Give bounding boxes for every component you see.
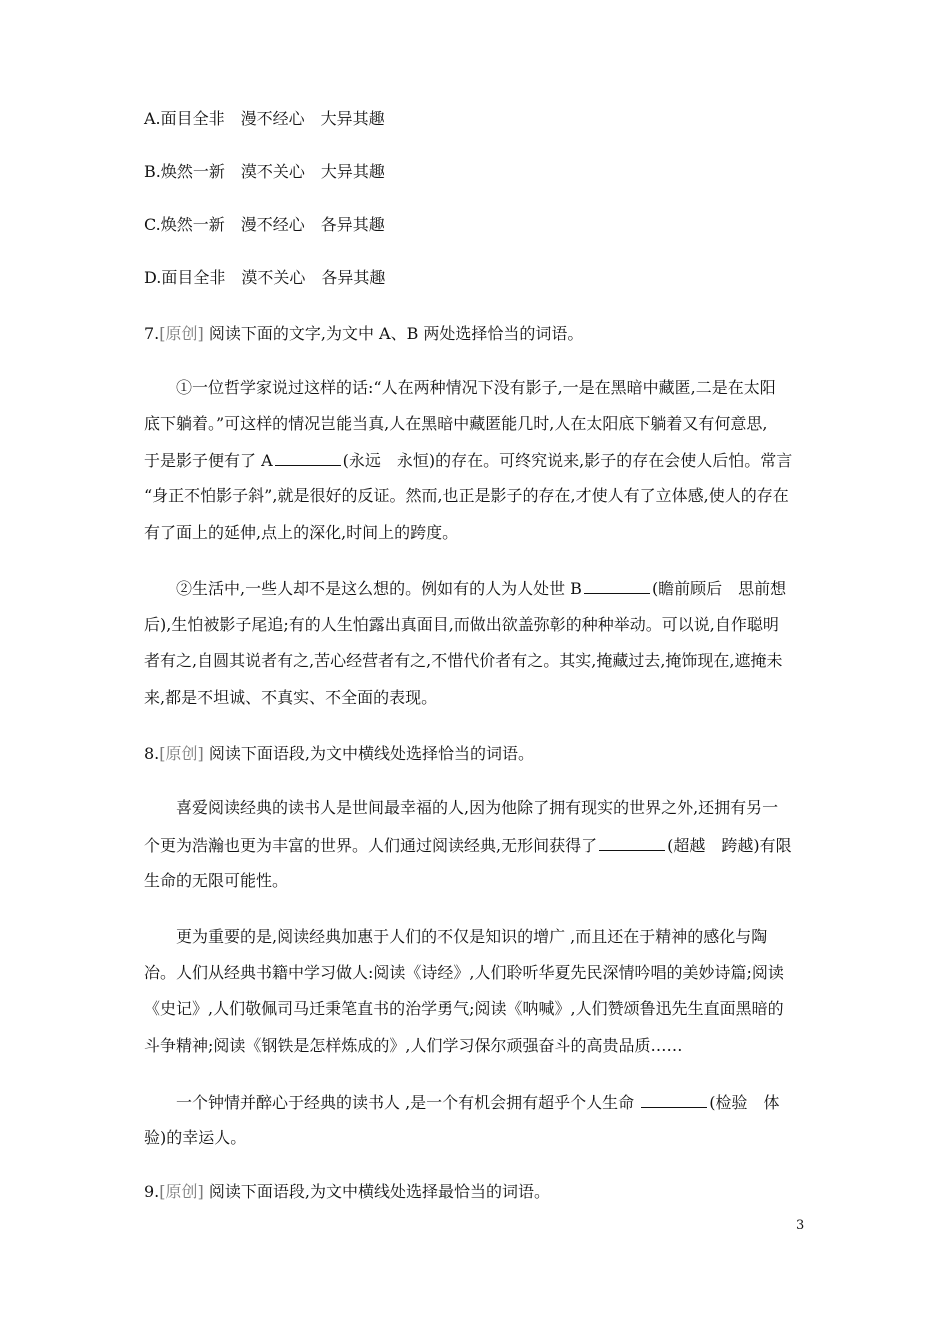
- question-7-heading: [144, 324, 950, 344]
- paragraph-line: 《史记》,人们敬佩司马迁秉笔直书的治学勇气;阅读《呐喊》,人们赞颂鲁迅先生直面黑暗的: [144, 999, 784, 1018]
- option-word: 大异其趣: [320, 109, 385, 128]
- paragraph-line: 后),生怕被影子尾追;有的人生怕露出真面目,而做出欲盖弥彰的种种举动。可以说,自作聪明: [144, 615, 779, 634]
- question-prompt: 阅读下面的文字,为文中 A、B 两处选择恰当的词语。: [203, 324, 584, 343]
- fill-blank: [599, 835, 665, 851]
- option-letter: C.: [144, 215, 161, 234]
- text-segment: 一个钟情并醉心于经典的读书人 ,是一个有机会拥有超乎个人生命: [176, 1093, 640, 1112]
- text-segment: ②生活中,一些人却不是这么想的。例如有的人为人处世 B: [176, 579, 582, 598]
- option-word: 漠不关心: [240, 162, 305, 181]
- option-letter: A.: [144, 109, 161, 128]
- option-word: 漫不经心: [240, 109, 305, 128]
- text-segment: 个更为浩瀚也更为丰富的世界。人们通过阅读经典,无形间获得了: [144, 836, 598, 855]
- source-tag: [原创]: [159, 744, 204, 763]
- fill-blank: [641, 1092, 707, 1108]
- paragraph-line: 更为重要的是,阅读经典加惠于人们的不仅是知识的增广 ,而且还在于精神的感化与陶: [176, 927, 768, 946]
- option-d: [144, 268, 950, 288]
- option-word: 面目全非: [160, 109, 225, 128]
- paragraph-line: 有了面上的延伸,点上的深化,时间上的跨度。: [144, 523, 459, 542]
- paragraph-line: 冶。人们从经典书籍中学习做人:阅读《诗经》,人们聆听华夏先民深情吟唱的美妙诗篇;阅读: [144, 963, 784, 982]
- paragraph-line: 来,都是不坦诚、不真实、不全面的表现。: [144, 688, 438, 707]
- paragraph-line: 斗争精神;阅读《钢铁是怎样炼成的》,人们学习保尔顽强奋斗的高贵品质……: [144, 1036, 683, 1055]
- paragraph-line: [176, 1092, 950, 1113]
- option-c: [144, 215, 950, 235]
- source-tag: [原创]: [159, 1182, 204, 1201]
- paragraph-line: 验)的幸运人。: [144, 1128, 247, 1147]
- paragraph-line: ①一位哲学家说过这样的话:“人在两种情况下没有影子,一是在黑暗中藏匿,二是在太阳: [176, 378, 776, 397]
- fill-blank-a: [275, 450, 341, 466]
- paragraph-line: 生命的无限可能性。: [144, 871, 289, 890]
- text-segment: (瞻前顾后 思前想: [651, 579, 787, 598]
- question-number: 7.: [144, 324, 160, 343]
- paragraph-line: “身正不怕影子斜”,就是很好的反证。然而,也正是影子的存在,才使人有了立体感,使人的存在: [144, 486, 789, 505]
- paragraph-line: 底下躺着。”可这样的情况岂能当真,人在黑暗中藏匿能几时,人在太阳底下躺着又有何意思,: [144, 414, 768, 433]
- paragraph-line: 喜爱阅读经典的读书人是世间最幸福的人,因为他除了拥有现实的世界之外,还拥有另一: [176, 798, 779, 817]
- option-word: 漠不关心: [241, 268, 306, 287]
- question-8-heading: [144, 744, 950, 764]
- option-letter: D.: [144, 268, 162, 287]
- text-segment: (超越 跨越)有限: [667, 836, 792, 855]
- option-word: 各异其趣: [320, 215, 385, 234]
- option-letter: B.: [144, 162, 161, 181]
- option-word: 各异其趣: [321, 268, 386, 287]
- option-a: [144, 109, 950, 129]
- paragraph-line: 者有之,自圆其说者有之,苦心经营者有之,不惜代价者有之。其实,掩藏过去,掩饰现在,遮掩未: [144, 651, 783, 670]
- text-segment: 于是影子便有了 A: [144, 451, 273, 470]
- question-9-heading: [144, 1182, 950, 1202]
- option-word: 面目全非: [161, 268, 226, 287]
- question-number: 8.: [144, 744, 160, 763]
- question-prompt: 阅读下面语段,为文中横线处选择最恰当的词语。: [203, 1182, 550, 1201]
- option-b: [144, 162, 950, 182]
- paragraph-line: [176, 578, 950, 599]
- fill-blank-b: [584, 578, 650, 594]
- paragraph-line: [144, 450, 950, 471]
- source-tag: [原创]: [159, 324, 204, 343]
- text-segment: (永远 永恒)的存在。可终究说来,影子的存在会使人后怕。常言: [342, 451, 793, 470]
- option-word: 漫不经心: [240, 215, 305, 234]
- question-number: 9.: [144, 1182, 160, 1201]
- option-word: 焕然一新: [160, 215, 225, 234]
- option-word: 焕然一新: [160, 162, 225, 181]
- question-prompt: 阅读下面语段,为文中横线处选择恰当的词语。: [203, 744, 534, 763]
- paragraph-line: [144, 835, 950, 856]
- option-word: 大异其趣: [320, 162, 385, 181]
- text-segment: (检验 体: [709, 1093, 780, 1112]
- page-number: 3: [796, 1218, 805, 1233]
